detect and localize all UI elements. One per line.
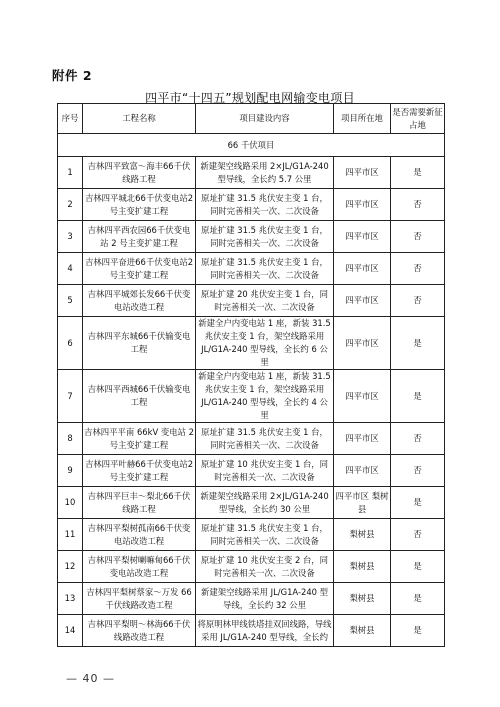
- cell-content: 原址扩建 31.5 兆伏安主变 1 台，同时完善相关一次、二次设备: [196, 253, 334, 285]
- cell-name: 吉林四平梨树孤南66千伏变电站改造工程: [83, 519, 196, 551]
- cell-location: 四平市区: [334, 189, 391, 221]
- table-row: [58, 370, 445, 423]
- cell-land: 否: [391, 253, 445, 285]
- cell-seq: 13: [58, 583, 83, 615]
- cell-content: 原址扩建 20 兆伏安主变 1 台，同时完善相关一次、二次设备: [196, 285, 334, 317]
- cell-seq: 5: [58, 285, 83, 317]
- table-row: [58, 423, 445, 455]
- cell-location: 梨树县: [334, 615, 391, 647]
- cell-location: 四平市区: [334, 455, 391, 487]
- cell-land: 否: [391, 189, 445, 221]
- cell-content: 将原明林甲线铁塔挂双回线路，导线采用 JL/G1A-240 型导线，全长约: [196, 615, 334, 647]
- cell-name: 吉林四平叶赫66千伏变电站2号主变扩建工程: [83, 455, 196, 487]
- cell-location: 梨树县: [334, 519, 391, 551]
- table-row: [58, 519, 445, 551]
- cell-name: 吉林四平致富～海丰66千伏线路工程: [83, 157, 196, 189]
- cell-land: 否: [391, 519, 445, 551]
- cell-name: 吉林四平巨丰～梨北66千伏线路工程: [83, 487, 196, 519]
- header-content: 项目建设内容: [196, 104, 334, 134]
- cell-location: 四平市区: [334, 157, 391, 189]
- header-name: 工程名称: [83, 104, 196, 134]
- cell-content: 新建架空线路采用 2×JL/G1A-240型导线，全长约 30 公里: [196, 487, 334, 519]
- table-row: [58, 551, 445, 583]
- cell-seq: 11: [58, 519, 83, 551]
- attachment-label: 附件 2: [52, 68, 93, 83]
- cell-name: 吉林四平城郊长发66千伏变电站改造工程: [83, 285, 196, 317]
- cell-location: 四平市区: [334, 423, 391, 455]
- cell-location: 四平市区: [334, 285, 391, 317]
- cell-name: 吉林四平梨树蔡家～万发 66千伏线路改造工程: [83, 583, 196, 615]
- cell-name: 吉林四平西城66千伏输变电工程: [83, 370, 196, 423]
- table-row: [58, 455, 445, 487]
- cell-name: 吉林四平西农园66千伏变电站 2 号主变扩建工程: [83, 221, 196, 253]
- cell-seq: 7: [58, 370, 83, 423]
- table-row: [58, 189, 445, 221]
- cell-seq: 10: [58, 487, 83, 519]
- page-title: 四平市“十四五”规划配电网输变电项目: [145, 91, 355, 105]
- cell-content: 原址扩建 31.5 兆伏安主变 1 台，同时完善相关一次、二次设备: [196, 519, 334, 551]
- cell-land: 是: [391, 317, 445, 370]
- cell-seq: 1: [58, 157, 83, 189]
- table-row: [58, 615, 445, 647]
- cell-location: 四平市区: [334, 317, 391, 370]
- cell-location: 四平市区: [334, 221, 391, 253]
- cell-location: 四平市区: [334, 253, 391, 285]
- table-row: [58, 157, 445, 189]
- table-row: [58, 253, 445, 285]
- cell-location: 梨树县: [334, 583, 391, 615]
- cell-content: 新建架空线路采用 2×JL/G1A-240型导线，全长约 5.7 公里: [196, 157, 334, 189]
- cell-location: 四平市区 梨树县: [334, 487, 391, 519]
- section-title: 66 千伏项目: [58, 134, 445, 157]
- cell-content: 原址扩建 10 兆伏安主变 1 台，同时完善相关一次、二次设备: [196, 455, 334, 487]
- table-row: [58, 487, 445, 519]
- cell-land: 否: [391, 455, 445, 487]
- cell-content: 新建架空线路采用 JL/G1A-240 型导线，全长约 32 公里: [196, 583, 334, 615]
- cell-land: 否: [391, 221, 445, 253]
- cell-name: 吉林四平平南 66kV 变电站 2号主变扩建工程: [83, 423, 196, 455]
- cell-seq: 2: [58, 189, 83, 221]
- header-seq: 序号: [58, 104, 83, 134]
- cell-location: 梨树县: [334, 551, 391, 583]
- cell-name: 吉林四平奋进66千伏变电站2号主变扩建工程: [83, 253, 196, 285]
- table-row: [58, 317, 445, 370]
- cell-seq: 6: [58, 317, 83, 370]
- cell-content: 原址扩建 31.5 兆伏安主变 1 台，同时完善相关一次、二次设备: [196, 423, 334, 455]
- table-row: [58, 221, 445, 253]
- header-land: 是否需要新征占地: [391, 104, 445, 134]
- cell-name: 吉林四平梨明～林海66千伏线路改造工程: [83, 615, 196, 647]
- cell-name: 吉林四平梨树喇嘛甸66千伏变电站改造工程: [83, 551, 196, 583]
- cell-land: 是: [391, 551, 445, 583]
- cell-content: 原址扩建 31.5 兆伏安主变 1 台，同时完善相关一次、二次设备: [196, 189, 334, 221]
- cell-content: 原址扩建 10 兆伏安主变 2 台，同时完善相关一次、二次设备: [196, 551, 334, 583]
- cell-name: 吉林四平城北66千伏变电站2号主变扩建工程: [83, 189, 196, 221]
- cell-land: 是: [391, 615, 445, 647]
- cell-land: 否: [391, 285, 445, 317]
- table-header-row: [58, 104, 445, 134]
- cell-seq: 8: [58, 423, 83, 455]
- cell-land: 是: [391, 157, 445, 189]
- cell-land: 是: [391, 583, 445, 615]
- table-row: [58, 285, 445, 317]
- section-row: [58, 134, 445, 157]
- cell-content: 新建全户内变电站 1 座，新装 31.5兆伏安主变 1 台，架空线路采用JL/G1A-240 型导线，全长约 6 公里: [196, 317, 334, 370]
- projects-table: [57, 103, 445, 647]
- cell-seq: 12: [58, 551, 83, 583]
- cell-content: 新建全户内变电站 1 座，新装 31.5兆伏安主变 1 台，架空线路采用JL/G1A-240 型导线，全长约 4 公里: [196, 370, 334, 423]
- cell-land: 是: [391, 370, 445, 423]
- cell-seq: 9: [58, 455, 83, 487]
- cell-seq: 14: [58, 615, 83, 647]
- cell-land: 否: [391, 423, 445, 455]
- cell-content: 原址扩建 31.5 兆伏安主变 1 台，同时完善相关一次、二次设备: [196, 221, 334, 253]
- table-row: [58, 583, 445, 615]
- header-location: 项目所在地: [334, 104, 391, 134]
- page-number: — 40 —: [66, 672, 115, 685]
- cell-location: 四平市区: [334, 370, 391, 423]
- cell-name: 吉林四平东城66千伏输变电工程: [83, 317, 196, 370]
- cell-seq: 3: [58, 221, 83, 253]
- cell-seq: 4: [58, 253, 83, 285]
- cell-land: 是: [391, 487, 445, 519]
